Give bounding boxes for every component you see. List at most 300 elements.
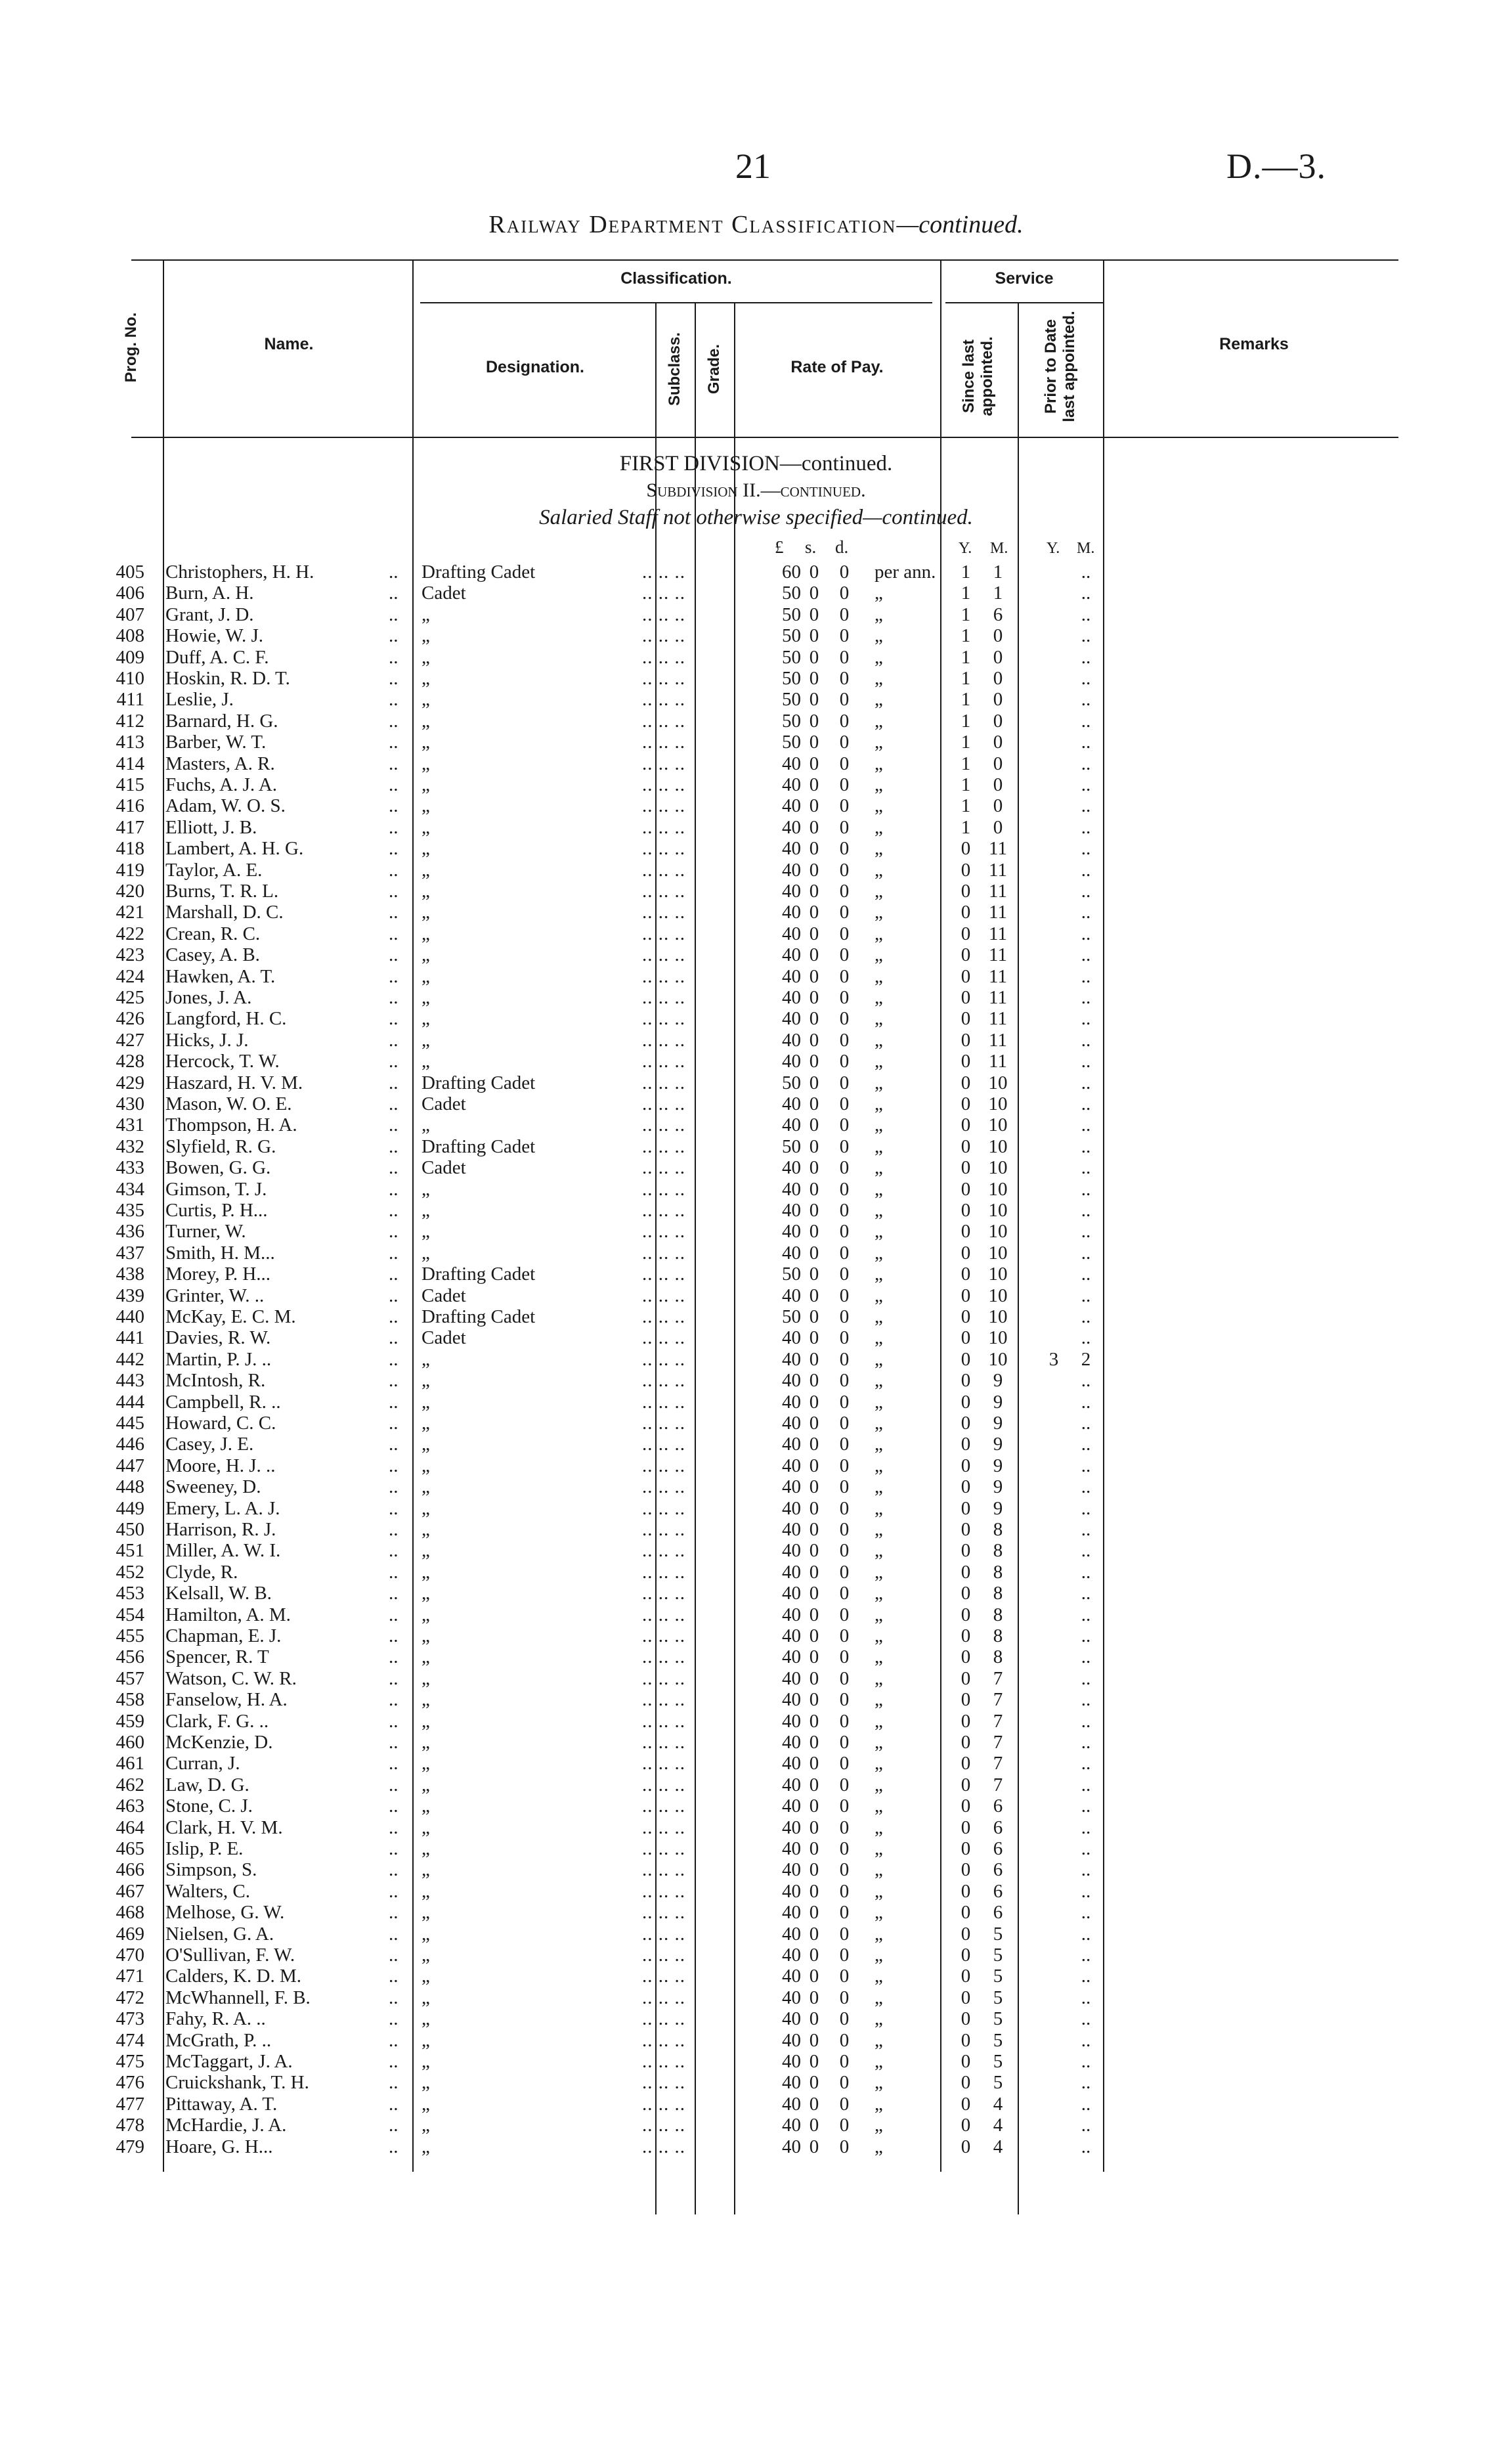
pay-period: „ [875,1732,883,1753]
leader-dots: .. .. .. [642,583,685,604]
pay-period: „ [875,1604,883,1625]
leader-dots: .. [389,753,399,774]
designation: „ [421,1604,430,1625]
prior-months: .. [1081,1540,1091,1562]
pay-period: „ [875,1434,883,1455]
designation: „ [421,1540,430,1562]
pay-pence: 0 [839,923,850,944]
staff-name: Harrison, R. J. [165,1519,276,1540]
prior-months: .. [1081,646,1091,668]
service-months: 0 [993,689,1003,711]
service-months: 0 [993,668,1003,689]
table-row [0,1902,1512,1924]
pay-shillings: 0 [809,1625,819,1646]
prog-no: 418 [116,838,144,860]
pay-period: „ [875,2072,883,2094]
service-years: 0 [961,1859,971,1881]
table-row [0,2030,1512,2052]
staff-name: Bowen, G. G. [165,1157,271,1179]
prog-no: 460 [116,1732,144,1753]
service-months: 5 [993,2008,1003,2030]
pay-shillings: 0 [809,625,819,647]
prog-no: 414 [116,753,144,774]
table-row [0,1838,1512,1860]
designation: „ [421,902,430,923]
pay-pounds: 40 [782,987,801,1008]
staff-name: Thompson, H. A. [165,1114,297,1136]
staff-name: Turner, W. [165,1221,246,1243]
table-row [0,1264,1512,1285]
pay-shillings: 0 [809,838,819,860]
prog-no: 458 [116,1689,144,1711]
prior-months: .. [1081,1625,1091,1646]
leader-dots: .. [389,1646,399,1668]
designation: „ [421,1966,430,1987]
pay-shillings: 0 [809,1157,819,1179]
table-row [0,1774,1512,1796]
pay-pounds: 40 [782,1667,801,1689]
service-years: 0 [961,881,971,902]
leader-dots: .. .. .. [642,561,685,583]
staff-name: Taylor, A. E. [165,859,263,881]
prog-no: 429 [116,1072,144,1093]
pay-period: „ [875,710,883,732]
pay-pounds: 40 [782,1029,801,1051]
pay-pounds: 40 [782,1923,801,1945]
classification-underline [420,302,932,303]
prog-no: 468 [116,1902,144,1924]
pay-pence: 0 [839,1838,850,1859]
prior-months: .. [1081,668,1091,689]
service-years: 0 [961,1497,971,1519]
leader-dots: .. [389,859,399,881]
leader-dots: .. .. .. [642,2115,685,2136]
pay-pounds: 40 [782,1093,801,1114]
service-years: 0 [961,1710,971,1732]
prior-months: .. [1081,1200,1091,1221]
designation: „ [421,1859,430,1881]
prog-no: 408 [116,625,144,647]
pay-shillings: 0 [809,1093,819,1114]
pay-pence: 0 [839,2008,850,2030]
pay-pence: 0 [839,2136,850,2157]
service-months: 10 [988,1157,1008,1179]
service-years: 1 [961,604,971,625]
prior-months: .. [1081,881,1091,902]
pay-pounds: 40 [782,1114,801,1136]
service-months: 11 [989,987,1007,1008]
staff-name: Walters, C. [165,1880,250,1902]
table-row [0,2072,1512,2094]
pay-pence: 0 [839,795,850,817]
prior-months: .. [1081,2008,1091,2030]
pay-pence: 0 [839,1774,850,1795]
pay-period: „ [875,1072,883,1093]
leader-dots: .. .. .. [642,1923,685,1945]
service-months: 8 [993,1625,1003,1646]
staff-name: Stone, C. J. [165,1795,253,1817]
designation: „ [421,1902,430,1924]
page-title [0,210,1512,239]
leader-dots: .. .. .. [642,1774,685,1795]
pay-pounds: 40 [782,923,801,944]
header-bottom-rule [131,437,1398,438]
designation: „ [421,859,430,881]
pay-shillings: 0 [809,2072,819,2094]
service-months: 6 [993,1838,1003,1859]
pay-pence: 0 [839,1753,850,1774]
leader-dots: .. [389,774,399,795]
service-months: 10 [988,1093,1008,1114]
staff-name: McKenzie, D. [165,1732,273,1753]
staff-name: Clark, H. V. M. [165,1816,283,1838]
table-row [0,1945,1512,1966]
leader-dots: .. .. .. [642,902,685,923]
header-subclass: Subclass. [666,332,683,407]
prior-months: .. [1081,1902,1091,1924]
pay-shillings: 0 [809,1051,819,1072]
prog-no: 411 [116,689,144,711]
table-row [0,944,1512,966]
prior-months: .. [1081,923,1091,944]
service-years: 1 [961,774,971,795]
pay-pounds: 40 [782,1051,801,1072]
leader-dots: .. .. .. [642,604,685,625]
table-row [0,2051,1512,2073]
pay-pence: 0 [839,646,850,668]
prog-no: 434 [116,1178,144,1200]
pay-period: „ [875,1774,883,1795]
staff-name: Moore, H. J. .. [165,1455,276,1476]
designation: „ [421,1753,430,1774]
leader-dots: .. .. .. [642,1945,685,1966]
prog-no: 420 [116,881,144,902]
leader-dots: .. .. .. [642,1859,685,1881]
pay-pence: 0 [839,1200,850,1221]
pay-period: „ [875,1561,883,1583]
pay-period: „ [875,795,883,817]
table-row [0,2115,1512,2136]
leader-dots: .. [389,944,399,966]
staff-name: Marshall, D. C. [165,902,284,923]
pay-period: „ [875,1008,883,1030]
pay-pence: 0 [839,1795,850,1817]
table-row [0,604,1512,626]
prog-no: 474 [116,2029,144,2051]
staff-name: Hoare, G. H... [165,2136,273,2157]
pay-shillings: 0 [809,1838,819,1859]
prog-no: 412 [116,710,144,732]
staff-name: Hamilton, A. M. [165,1604,291,1625]
table-row [0,1859,1512,1881]
staff-name: Langford, H. C. [165,1008,287,1030]
table-row [0,711,1512,732]
leader-dots: .. [389,1348,399,1370]
table-row [0,1966,1512,1987]
pay-period: „ [875,1051,883,1072]
staff-name: Grant, J. D. [165,604,254,625]
staff-name: Mason, W. O. E. [165,1093,292,1114]
pay-pounds: 40 [782,1987,801,2008]
designation: „ [421,753,430,774]
pay-period: „ [875,923,883,944]
pay-pence: 0 [839,1434,850,1455]
service-months: 7 [993,1710,1003,1732]
staff-name: Islip, P. E. [165,1838,244,1859]
prog-no: 439 [116,1285,144,1306]
prog-no: 419 [116,859,144,881]
table-row [0,2008,1512,2030]
pay-pence: 0 [839,1029,850,1051]
prior-months: .. [1081,1646,1091,1668]
service-years: 0 [961,1029,971,1051]
prog-no: 471 [116,1966,144,1987]
service-years: 1 [961,710,971,732]
designation: „ [421,1625,430,1646]
prog-no: 459 [116,1710,144,1732]
table-row [0,1732,1512,1753]
pay-pence: 0 [839,625,850,647]
prior-months: .. [1081,1029,1091,1051]
leader-dots: .. [389,1178,399,1200]
service-months: 11 [989,1051,1007,1072]
pay-period: „ [875,1455,883,1476]
leader-dots: .. .. .. [642,838,685,860]
staff-name: Barber, W. T. [165,732,267,753]
prog-no: 405 [116,561,144,583]
service-years: 0 [961,859,971,881]
pay-pence: 0 [839,987,850,1008]
pay-pence: 0 [839,753,850,774]
table-row [0,1646,1512,1668]
leader-dots: .. .. .. [642,1561,685,1583]
table-row [0,1689,1512,1711]
leader-dots: .. .. .. [642,1753,685,1774]
leader-dots: .. .. .. [642,1646,685,1668]
service-months: 10 [988,1221,1008,1243]
service-years: 0 [961,1114,971,1136]
pay-pounds: 40 [782,1178,801,1200]
staff-name: Howard, C. C. [165,1413,276,1434]
prior-months: .. [1081,1945,1091,1966]
prog-no: 426 [116,1008,144,1030]
prior-months: .. [1081,561,1091,583]
leader-dots: .. [389,689,399,711]
pay-pounds: 40 [782,1753,801,1774]
leader-dots: .. .. .. [642,1732,685,1753]
prog-no: 410 [116,668,144,689]
pay-pounds: 50 [782,646,801,668]
service-years: 1 [961,646,971,668]
service-months: 9 [993,1391,1003,1413]
designation: „ [421,1497,430,1519]
designation: „ [421,1923,430,1945]
pay-pounds: 40 [782,816,801,838]
leader-dots: .. [389,1987,399,2008]
prior-months: .. [1081,1476,1091,1498]
service-months: 11 [989,881,1007,902]
header-prior-to-date: Prior to Date last appointed. [1042,311,1078,422]
service-years: 0 [961,1902,971,1924]
designation: „ [421,1051,430,1072]
prior-months: .. [1081,1327,1091,1349]
leader-dots: .. .. .. [642,668,685,689]
leader-dots: .. [389,1051,399,1072]
pay-pence: 0 [839,1497,850,1519]
pay-pounds: 50 [782,1264,801,1285]
prog-no: 446 [116,1434,144,1455]
pay-shillings: 0 [809,710,819,732]
pay-pence: 0 [839,2051,850,2072]
staff-name: Duff, A. C. F. [165,646,269,668]
service-years: 0 [961,1540,971,1562]
prior-months: .. [1081,1753,1091,1774]
prior-months: .. [1081,583,1091,604]
prior-months: 2 [1081,1348,1091,1370]
pay-pounds: 40 [782,1902,801,1924]
pay-pounds: 40 [782,1327,801,1349]
designation: „ [421,2029,430,2051]
pay-pounds: 40 [782,1391,801,1413]
prog-no: 432 [116,1135,144,1157]
staff-name: Emery, L. A. J. [165,1497,280,1519]
pay-pounds: 50 [782,583,801,604]
leader-dots: .. [389,561,399,583]
table-row [0,1562,1512,1583]
leader-dots: .. [389,1519,399,1540]
staff-name: McGrath, P. .. [165,2029,272,2051]
staff-name: Hawken, A. T. [165,965,276,987]
service-years: 0 [961,965,971,987]
pay-period: „ [875,1902,883,1924]
leader-dots: .. .. .. [642,1370,685,1392]
prog-no: 440 [116,1306,144,1327]
service-months: 11 [989,1008,1007,1030]
service-months: 11 [989,838,1007,860]
pay-shillings: 0 [809,2051,819,2072]
prog-no: 469 [116,1923,144,1945]
pay-period: „ [875,1200,883,1221]
pay-pounds: 40 [782,1966,801,1987]
leader-dots: .. [389,1114,399,1136]
leader-dots: .. [389,1221,399,1243]
service-months: 11 [989,902,1007,923]
pay-period: „ [875,1945,883,1966]
staff-title: Salaried Staff not otherwise specified—continued. [539,506,973,529]
prior-months: .. [1081,1732,1091,1753]
leader-dots: .. .. .. [642,1519,685,1540]
service-months: 8 [993,1540,1003,1562]
title-prefix: Railway Department Classification [488,211,897,238]
leader-dots: .. .. .. [642,1604,685,1625]
pay-period: „ [875,1689,883,1711]
staff-name: Nielsen, G. A. [165,1923,274,1945]
designation: „ [421,1200,430,1221]
service-years: 1 [961,732,971,753]
table-row [0,1327,1512,1349]
designation: „ [421,1646,430,1668]
pay-shillings: 0 [809,753,819,774]
unit-pounds: £ [775,537,784,557]
table-row [0,1306,1512,1328]
pay-pence: 0 [839,1072,850,1093]
prior-months: .. [1081,1561,1091,1583]
service-months: 7 [993,1667,1003,1689]
pay-period: „ [875,2136,883,2157]
leader-dots: .. .. .. [642,1348,685,1370]
designation: Cadet [421,1285,466,1306]
table-row [0,668,1512,690]
designation: „ [421,710,430,732]
leader-dots: .. [389,1157,399,1179]
staff-name: McTaggart, J. A. [165,2051,293,2072]
table-row [0,732,1512,753]
designation: „ [421,1434,430,1455]
prog-no: 457 [116,1667,144,1689]
prog-no: 421 [116,902,144,923]
table-row [0,561,1512,583]
service-months: 10 [988,1348,1008,1370]
header-designation: Designation. [485,358,584,376]
prog-no: 423 [116,944,144,966]
unit-pence: d. [835,537,849,557]
prior-months: .. [1081,604,1091,625]
service-years: 1 [961,795,971,817]
designation: Cadet [421,1157,466,1179]
leader-dots: .. [389,1455,399,1476]
table-row [0,1200,1512,1222]
designation: „ [421,1348,430,1370]
pay-pence: 0 [839,668,850,689]
service-months: 9 [993,1413,1003,1434]
service-months: 9 [993,1476,1003,1498]
pay-period: „ [875,987,883,1008]
leader-dots: .. [389,1476,399,1498]
leader-dots: .. [389,1008,399,1030]
pay-pounds: 40 [782,1859,801,1881]
service-months: 6 [993,1816,1003,1838]
table-row [0,774,1512,796]
leader-dots: .. .. .. [642,1966,685,1987]
pay-pounds: 40 [782,1604,801,1625]
leader-dots: .. [389,987,399,1008]
table-row [0,647,1512,669]
pay-pence: 0 [839,1689,850,1711]
pay-pence: 0 [839,1455,850,1476]
pay-shillings: 0 [809,1200,819,1221]
leader-dots: .. [389,1093,399,1114]
prior-months: .. [1081,1710,1091,1732]
prog-no: 416 [116,795,144,817]
staff-name: Haszard, H. V. M. [165,1072,303,1093]
staff-name: McIntosh, R. [165,1370,266,1392]
table-row [0,1093,1512,1115]
prog-no: 437 [116,1242,144,1264]
pay-pounds: 40 [782,965,801,987]
designation: „ [421,1945,430,1966]
table-row [0,923,1512,945]
service-months: 7 [993,1732,1003,1753]
pay-period: „ [875,1029,883,1051]
table-row [0,881,1512,902]
unit-shillings: s. [805,537,817,557]
table-row [0,753,1512,775]
table-row [0,625,1512,647]
pay-pounds: 40 [782,1519,801,1540]
prior-months: .. [1081,944,1091,966]
pay-pence: 0 [839,1391,850,1413]
leader-dots: .. [389,625,399,647]
